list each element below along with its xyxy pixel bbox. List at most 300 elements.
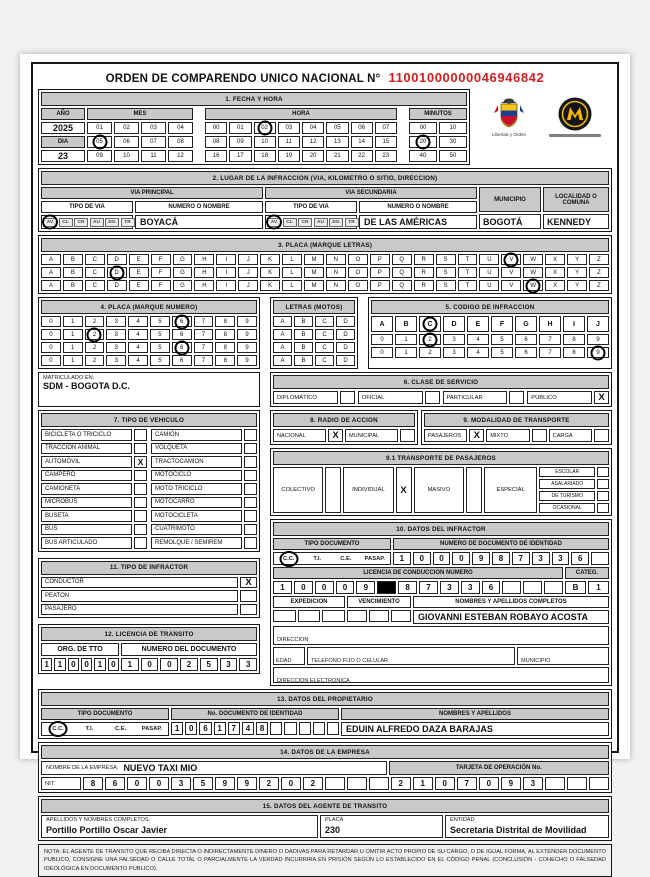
grid-cell[interactable]: 23 bbox=[375, 150, 397, 162]
mark-cell[interactable]: A bbox=[273, 342, 292, 353]
mark-cell[interactable]: 3 bbox=[106, 355, 126, 366]
mark-cell[interactable]: B bbox=[395, 316, 417, 332]
grid-cell[interactable]: 7 bbox=[457, 777, 477, 790]
grid-cell[interactable]: 0 bbox=[141, 658, 159, 671]
mark-cell[interactable]: T bbox=[458, 280, 478, 291]
mark-cell[interactable]: X bbox=[545, 254, 565, 265]
grid-cell[interactable] bbox=[377, 581, 396, 594]
grid-cell[interactable]: 04 bbox=[168, 122, 193, 134]
mark-cell[interactable]: 9 bbox=[587, 347, 609, 358]
mark-cell[interactable]: F bbox=[491, 316, 513, 332]
mark-cell[interactable]: S bbox=[436, 280, 456, 291]
mark-cell[interactable]: 1 bbox=[63, 342, 83, 353]
mark-cell[interactable]: 8 bbox=[215, 342, 235, 353]
grid-cell[interactable]: 3 bbox=[523, 777, 543, 790]
option-checkbox[interactable] bbox=[240, 604, 257, 616]
grid-cell[interactable]: 21 bbox=[326, 150, 348, 162]
mark-cell[interactable]: D bbox=[443, 316, 465, 332]
agente-nombres-field[interactable] bbox=[41, 815, 318, 838]
mark-cell[interactable]: H bbox=[194, 280, 214, 291]
mark-cell[interactable]: W bbox=[523, 280, 543, 291]
mark-cell[interactable]: 7 bbox=[194, 355, 214, 366]
grid-cell[interactable]: 3 bbox=[239, 658, 257, 671]
mark-cell[interactable]: L bbox=[282, 280, 302, 291]
grid-cell[interactable]: 0 bbox=[81, 658, 92, 671]
option-checkbox[interactable]: X bbox=[594, 391, 609, 404]
mark-cell[interactable]: C bbox=[419, 316, 441, 332]
grid-cell[interactable] bbox=[369, 777, 389, 790]
grid-cell[interactable]: 5 bbox=[200, 658, 218, 671]
mark-cell[interactable]: G bbox=[173, 254, 193, 265]
option-checkbox[interactable] bbox=[134, 483, 147, 495]
mark-cell[interactable]: L bbox=[282, 267, 302, 278]
mark-cell[interactable]: 6 bbox=[172, 329, 192, 340]
grid-cell[interactable]: 08 bbox=[168, 136, 193, 148]
mark-cell[interactable]: 6 bbox=[172, 342, 192, 353]
mark-cell[interactable]: Y bbox=[567, 254, 587, 265]
mark-cell[interactable]: N bbox=[326, 254, 346, 265]
grid-cell[interactable]: 8 bbox=[256, 722, 268, 735]
doc-type-option-cc[interactable]: C.C. bbox=[276, 555, 302, 563]
mark-cell[interactable]: I bbox=[563, 316, 585, 332]
mark-cell[interactable]: Y bbox=[567, 267, 587, 278]
doc-type-option-cl[interactable]: CL bbox=[59, 218, 73, 227]
infractor-nombres-valor[interactable]: GIOVANNI ESTEBAN ROBAYO ACOSTA bbox=[413, 610, 609, 624]
mark-cell[interactable]: 0 bbox=[41, 316, 61, 327]
mark-cell[interactable]: C bbox=[315, 329, 334, 340]
infractor-municipio-field[interactable] bbox=[517, 647, 609, 665]
mark-cell[interactable]: B bbox=[294, 329, 313, 340]
grid-cell[interactable]: 7 bbox=[419, 581, 438, 594]
mark-cell[interactable]: N bbox=[326, 280, 346, 291]
grid-cell[interactable]: 1 bbox=[273, 581, 292, 594]
grid-cell[interactable]: 05 bbox=[326, 122, 348, 134]
mark-cell[interactable]: 6 bbox=[515, 347, 537, 358]
mark-cell[interactable]: 4 bbox=[128, 342, 148, 353]
doc-type-option-dg[interactable]: DG bbox=[329, 218, 343, 227]
mark-cell[interactable]: 7 bbox=[539, 334, 561, 345]
mark-cell[interactable]: G bbox=[173, 267, 193, 278]
mark-cell[interactable]: 9 bbox=[237, 355, 257, 366]
grid-cell[interactable]: 12 bbox=[168, 150, 193, 162]
mark-cell[interactable]: 8 bbox=[563, 347, 585, 358]
mark-cell[interactable]: 0 bbox=[41, 342, 61, 353]
grid-cell[interactable]: 9 bbox=[472, 552, 490, 565]
grid-cell[interactable] bbox=[502, 581, 521, 594]
grid-cell[interactable]: 0 bbox=[435, 777, 455, 790]
grid-cell[interactable]: 40 bbox=[409, 150, 437, 162]
option-checkbox[interactable] bbox=[134, 510, 147, 522]
mark-cell[interactable]: S bbox=[436, 267, 456, 278]
municipio-valor[interactable]: BOGOTÁ bbox=[479, 214, 541, 229]
grid-cell[interactable]: 18 bbox=[254, 150, 276, 162]
grid-cell[interactable]: 03 bbox=[278, 122, 300, 134]
grid-cell[interactable]: 07 bbox=[375, 122, 397, 134]
propietario-nombres-valor[interactable]: EDUIN ALFREDO DAZA BARAJAS bbox=[341, 722, 609, 736]
mark-cell[interactable]: 9 bbox=[237, 316, 257, 327]
mark-cell[interactable]: B bbox=[63, 254, 83, 265]
grid-cell[interactable]: 2 bbox=[303, 777, 323, 790]
grid-cell[interactable]: 13 bbox=[326, 136, 348, 148]
mark-cell[interactable]: 7 bbox=[194, 329, 214, 340]
option-checkbox[interactable] bbox=[597, 467, 609, 477]
mark-cell[interactable]: Y bbox=[567, 280, 587, 291]
mark-cell[interactable]: 8 bbox=[215, 355, 235, 366]
grid-cell[interactable]: 0 bbox=[149, 777, 169, 790]
mark-cell[interactable]: X bbox=[545, 280, 565, 291]
mark-cell[interactable]: D bbox=[107, 280, 127, 291]
option-checkbox[interactable] bbox=[509, 391, 524, 404]
grid-cell[interactable]: 01 bbox=[87, 122, 112, 134]
mark-cell[interactable]: 8 bbox=[215, 316, 235, 327]
doc-type-option-tr[interactable]: TR bbox=[345, 218, 359, 227]
grid-cell[interactable]: 10 bbox=[114, 150, 139, 162]
mark-cell[interactable]: 4 bbox=[467, 334, 489, 345]
grid-cell[interactable]: 22 bbox=[351, 150, 373, 162]
ano-value[interactable]: 2025 bbox=[41, 122, 85, 134]
mark-cell[interactable]: 2 bbox=[85, 329, 105, 340]
grid-cell[interactable] bbox=[313, 722, 325, 735]
grid-cell[interactable]: 0 bbox=[315, 581, 334, 594]
grid-cell[interactable] bbox=[273, 610, 296, 622]
mark-cell[interactable]: D bbox=[336, 316, 355, 327]
mark-cell[interactable]: H bbox=[194, 254, 214, 265]
grid-cell[interactable]: 09 bbox=[87, 150, 112, 162]
grid-cell[interactable]: 6 bbox=[571, 552, 589, 565]
mark-cell[interactable]: Q bbox=[392, 254, 412, 265]
mark-cell[interactable]: 3 bbox=[106, 329, 126, 340]
doc-type-option-tr[interactable]: TR bbox=[121, 218, 135, 227]
grid-cell[interactable]: 0 bbox=[413, 552, 431, 565]
mark-cell[interactable]: 2 bbox=[85, 316, 105, 327]
grid-cell[interactable]: 0 bbox=[108, 658, 119, 671]
mark-cell[interactable]: C bbox=[85, 254, 105, 265]
telefono-field[interactable] bbox=[307, 647, 515, 665]
mark-cell[interactable]: V bbox=[501, 280, 521, 291]
grid-cell[interactable]: 0 bbox=[433, 552, 451, 565]
mark-cell[interactable]: D bbox=[107, 267, 127, 278]
mark-cell[interactable]: 6 bbox=[515, 334, 537, 345]
grid-cell[interactable]: 17 bbox=[229, 150, 251, 162]
grid-cell[interactable]: 0 bbox=[294, 581, 313, 594]
grid-cell[interactable] bbox=[544, 581, 563, 594]
mark-cell[interactable]: A bbox=[273, 329, 292, 340]
mark-cell[interactable]: C bbox=[315, 342, 334, 353]
mark-cell[interactable]: A bbox=[273, 316, 292, 327]
option-checkbox[interactable] bbox=[244, 510, 257, 522]
option-checkbox[interactable] bbox=[400, 429, 415, 442]
mark-cell[interactable]: J bbox=[238, 267, 258, 278]
grid-cell[interactable]: 0 bbox=[452, 552, 470, 565]
mark-cell[interactable]: 3 bbox=[443, 347, 465, 358]
grid-cell[interactable]: 3 bbox=[532, 552, 550, 565]
mark-cell[interactable]: P bbox=[370, 254, 390, 265]
mark-cell[interactable]: W bbox=[523, 254, 543, 265]
grid-cell[interactable]: 3 bbox=[461, 581, 480, 594]
doc-type-option-ce[interactable]: C.E. bbox=[114, 726, 127, 732]
mark-cell[interactable]: U bbox=[479, 280, 499, 291]
doc-type-option-av[interactable]: AV bbox=[43, 218, 57, 227]
mark-cell[interactable]: 0 bbox=[371, 334, 393, 345]
grid-cell[interactable]: 0 bbox=[185, 722, 197, 735]
grid-cell[interactable]: 2 bbox=[180, 658, 198, 671]
mark-cell[interactable]: Q bbox=[392, 267, 412, 278]
matriculado-valor[interactable]: SDM - BOGOTA D.C. bbox=[43, 381, 130, 391]
mark-cell[interactable]: C bbox=[85, 280, 105, 291]
option-checkbox[interactable] bbox=[240, 590, 257, 602]
mark-cell[interactable]: 4 bbox=[128, 316, 148, 327]
doc-type-option-pasap[interactable]: PASAP. bbox=[141, 726, 163, 732]
mark-cell[interactable]: C bbox=[85, 267, 105, 278]
mark-cell[interactable]: 6 bbox=[172, 316, 192, 327]
grid-cell[interactable]: 1 bbox=[214, 722, 226, 735]
mark-cell[interactable]: K bbox=[260, 267, 280, 278]
mark-cell[interactable]: Z bbox=[589, 267, 609, 278]
mark-cell[interactable]: 0 bbox=[41, 355, 61, 366]
grid-cell[interactable] bbox=[545, 777, 565, 790]
option-checkbox[interactable] bbox=[134, 470, 147, 482]
mark-cell[interactable]: I bbox=[216, 280, 236, 291]
grid-cell[interactable]: 1 bbox=[54, 658, 65, 671]
grid-cell[interactable]: 0 bbox=[68, 658, 79, 671]
mark-cell[interactable]: 0 bbox=[371, 347, 393, 358]
grid-cell[interactable]: 04 bbox=[302, 122, 324, 134]
option-checkbox[interactable] bbox=[597, 491, 609, 501]
grid-cell[interactable]: 03 bbox=[141, 122, 166, 134]
doc-type-option-dg[interactable]: DG bbox=[105, 218, 119, 227]
option-checkbox[interactable] bbox=[244, 429, 257, 441]
grid-cell[interactable]: 07 bbox=[141, 136, 166, 148]
mark-cell[interactable]: 9 bbox=[587, 334, 609, 345]
mark-cell[interactable]: Z bbox=[589, 280, 609, 291]
grid-cell[interactable]: 1 bbox=[393, 552, 411, 565]
mark-cell[interactable]: 5 bbox=[150, 342, 170, 353]
grid-cell[interactable]: 0 bbox=[336, 581, 355, 594]
option-checkbox[interactable] bbox=[134, 443, 147, 455]
grid-cell[interactable]: 20 bbox=[409, 136, 437, 148]
option-checkbox[interactable] bbox=[134, 429, 147, 441]
mark-cell[interactable]: 1 bbox=[395, 334, 417, 345]
mark-cell[interactable]: B bbox=[294, 355, 313, 366]
grid-cell[interactable]: 3 bbox=[171, 777, 191, 790]
mark-cell[interactable]: J bbox=[238, 254, 258, 265]
mark-cell[interactable]: B bbox=[294, 342, 313, 353]
mark-cell[interactable]: I bbox=[216, 267, 236, 278]
grid-cell[interactable] bbox=[299, 722, 311, 735]
mark-cell[interactable]: O bbox=[348, 267, 368, 278]
option-checkbox[interactable] bbox=[244, 524, 257, 536]
mark-cell[interactable]: 7 bbox=[539, 347, 561, 358]
mark-cell[interactable]: 4 bbox=[128, 329, 148, 340]
grid-cell[interactable]: 1 bbox=[413, 777, 433, 790]
mark-cell[interactable]: 2 bbox=[419, 347, 441, 358]
option-checkbox[interactable] bbox=[594, 429, 609, 442]
grid-cell[interactable]: 00 bbox=[205, 122, 227, 134]
option-checkbox[interactable] bbox=[532, 429, 547, 442]
mark-cell[interactable]: 5 bbox=[150, 329, 170, 340]
mark-cell[interactable]: H bbox=[539, 316, 561, 332]
grid-cell[interactable]: 3 bbox=[552, 552, 570, 565]
doc-type-option-cl[interactable]: CL bbox=[283, 218, 297, 227]
grid-cell[interactable]: 14 bbox=[351, 136, 373, 148]
mark-cell[interactable]: 1 bbox=[63, 316, 83, 327]
doc-type-option-ti[interactable]: T.I. bbox=[313, 555, 322, 562]
mark-cell[interactable]: K bbox=[260, 280, 280, 291]
mark-cell[interactable]: H bbox=[194, 267, 214, 278]
mark-cell[interactable]: 8 bbox=[215, 329, 235, 340]
grid-cell[interactable]: 6 bbox=[482, 581, 501, 594]
mark-cell[interactable]: C bbox=[315, 316, 334, 327]
mark-cell[interactable]: D bbox=[107, 254, 127, 265]
grid-cell[interactable]: 15 bbox=[375, 136, 397, 148]
doc-type-option-av[interactable]: AV bbox=[267, 218, 281, 227]
option-checkbox[interactable]: X bbox=[328, 429, 343, 442]
grid-cell[interactable]: 6 bbox=[105, 777, 125, 790]
mark-cell[interactable]: M bbox=[304, 267, 324, 278]
mark-cell[interactable]: U bbox=[479, 267, 499, 278]
mark-cell[interactable]: G bbox=[515, 316, 537, 332]
mark-cell[interactable]: 2 bbox=[85, 342, 105, 353]
mark-cell[interactable]: B bbox=[63, 280, 83, 291]
option-checkbox[interactable] bbox=[134, 524, 147, 536]
option-checkbox[interactable] bbox=[244, 483, 257, 495]
via-principal-valor[interactable]: BOYACÁ bbox=[135, 215, 263, 229]
mark-cell[interactable]: M bbox=[304, 280, 324, 291]
grid-cell[interactable] bbox=[523, 581, 542, 594]
mark-cell[interactable]: F bbox=[151, 267, 171, 278]
option-checkbox[interactable] bbox=[244, 497, 257, 509]
grid-cell[interactable]: 0 bbox=[479, 777, 499, 790]
option-checkbox[interactable] bbox=[597, 503, 609, 513]
grid-cell[interactable]: 09 bbox=[229, 136, 251, 148]
grid-cell[interactable] bbox=[567, 777, 587, 790]
grid-cell[interactable] bbox=[347, 610, 367, 622]
mark-cell[interactable]: 5 bbox=[491, 334, 513, 345]
mark-cell[interactable]: A bbox=[41, 254, 61, 265]
agente-placa-field[interactable] bbox=[320, 815, 443, 838]
mark-cell[interactable]: N bbox=[326, 267, 346, 278]
empresa-nombre-field[interactable] bbox=[41, 761, 387, 775]
grid-cell[interactable]: 19 bbox=[278, 150, 300, 162]
grid-cell[interactable]: 11 bbox=[278, 136, 300, 148]
mark-cell[interactable]: S bbox=[436, 254, 456, 265]
mark-cell[interactable]: 9 bbox=[237, 329, 257, 340]
doc-type-option-au[interactable]: AU bbox=[314, 218, 328, 227]
mark-cell[interactable]: T bbox=[458, 254, 478, 265]
grid-cell[interactable]: 9 bbox=[356, 581, 375, 594]
mark-cell[interactable]: R bbox=[414, 254, 434, 265]
grid-cell[interactable]: 01 bbox=[229, 122, 251, 134]
grid-cell[interactable]: 8 bbox=[83, 777, 103, 790]
doc-type-option-au[interactable]: AU bbox=[90, 218, 104, 227]
mark-cell[interactable]: E bbox=[467, 316, 489, 332]
option-checkbox[interactable] bbox=[466, 467, 482, 513]
mark-cell[interactable]: 0 bbox=[41, 329, 61, 340]
mark-cell[interactable]: 3 bbox=[106, 316, 126, 327]
doc-type-option-ti[interactable]: T.I. bbox=[85, 726, 94, 732]
mark-cell[interactable]: 4 bbox=[128, 355, 148, 366]
grid-cell[interactable]: 10 bbox=[439, 122, 467, 134]
mark-cell[interactable]: J bbox=[587, 316, 609, 332]
mark-cell[interactable]: 7 bbox=[194, 342, 214, 353]
doc-type-option-ce[interactable]: C.E. bbox=[340, 555, 352, 562]
grid-cell[interactable]: 50 bbox=[439, 150, 467, 162]
dia-value[interactable]: 23 bbox=[41, 150, 85, 162]
mark-cell[interactable]: F bbox=[151, 254, 171, 265]
grid-cell[interactable]: 06 bbox=[351, 122, 373, 134]
mark-cell[interactable]: F bbox=[151, 280, 171, 291]
mark-cell[interactable]: X bbox=[545, 267, 565, 278]
mark-cell[interactable]: Z bbox=[589, 254, 609, 265]
option-checkbox[interactable] bbox=[244, 456, 257, 468]
grid-cell[interactable] bbox=[325, 777, 345, 790]
mark-cell[interactable]: A bbox=[41, 280, 61, 291]
mark-cell[interactable]: 3 bbox=[106, 342, 126, 353]
grid-cell[interactable]: 05 bbox=[87, 136, 112, 148]
grid-cell[interactable] bbox=[270, 722, 282, 735]
grid-cell[interactable]: 00 bbox=[409, 122, 437, 134]
grid-cell[interactable]: 10 bbox=[254, 136, 276, 148]
grid-cell[interactable]: 4 bbox=[242, 722, 254, 735]
mark-cell[interactable]: M bbox=[304, 254, 324, 265]
grid-cell[interactable]: 2 bbox=[391, 777, 411, 790]
mark-cell[interactable]: I bbox=[216, 254, 236, 265]
mark-cell[interactable]: T bbox=[458, 267, 478, 278]
option-checkbox[interactable] bbox=[134, 537, 147, 549]
grid-cell[interactable]: 12 bbox=[302, 136, 324, 148]
option-checkbox[interactable]: X bbox=[396, 467, 412, 513]
mark-cell[interactable]: B bbox=[63, 267, 83, 278]
mark-cell[interactable]: P bbox=[370, 267, 390, 278]
mark-cell[interactable]: 1 bbox=[63, 355, 83, 366]
mark-cell[interactable]: E bbox=[129, 254, 149, 265]
mark-cell[interactable]: 5 bbox=[150, 355, 170, 366]
edad-field[interactable] bbox=[273, 647, 305, 665]
mark-cell[interactable]: 9 bbox=[237, 342, 257, 353]
mark-cell[interactable]: W bbox=[523, 267, 543, 278]
grid-cell[interactable] bbox=[327, 722, 339, 735]
mark-cell[interactable]: O bbox=[348, 254, 368, 265]
mark-cell[interactable]: 2 bbox=[85, 355, 105, 366]
grid-cell[interactable]: 7 bbox=[228, 722, 240, 735]
agente-entidad-field[interactable] bbox=[445, 815, 609, 838]
grid-cell[interactable]: 1 bbox=[588, 581, 609, 594]
mark-cell[interactable]: E bbox=[129, 267, 149, 278]
grid-cell[interactable]: 16 bbox=[205, 150, 227, 162]
grid-cell[interactable] bbox=[284, 722, 296, 735]
mark-cell[interactable]: P bbox=[370, 280, 390, 291]
grid-cell[interactable]: 3 bbox=[220, 658, 238, 671]
option-checkbox[interactable] bbox=[597, 479, 609, 489]
doc-type-option-cr[interactable]: CR bbox=[74, 218, 88, 227]
mark-cell[interactable]: 8 bbox=[563, 334, 585, 345]
grid-cell[interactable]: 2 bbox=[259, 777, 279, 790]
mark-cell[interactable]: A bbox=[41, 267, 61, 278]
grid-cell[interactable]: 0 bbox=[160, 658, 178, 671]
option-checkbox[interactable]: X bbox=[134, 456, 147, 468]
mark-cell[interactable]: B bbox=[294, 316, 313, 327]
mark-cell[interactable]: 5 bbox=[150, 316, 170, 327]
option-checkbox[interactable] bbox=[425, 391, 440, 404]
doc-type-option-cc[interactable]: C.C. bbox=[44, 725, 72, 733]
grid-cell[interactable] bbox=[369, 610, 389, 622]
grid-cell[interactable] bbox=[347, 777, 367, 790]
grid-cell[interactable]: 20 bbox=[302, 150, 324, 162]
direccion-electronica-field[interactable] bbox=[273, 667, 609, 683]
grid-cell[interactable]: 3 bbox=[440, 581, 459, 594]
mark-cell[interactable]: C bbox=[315, 355, 334, 366]
mark-cell[interactable]: R bbox=[414, 280, 434, 291]
